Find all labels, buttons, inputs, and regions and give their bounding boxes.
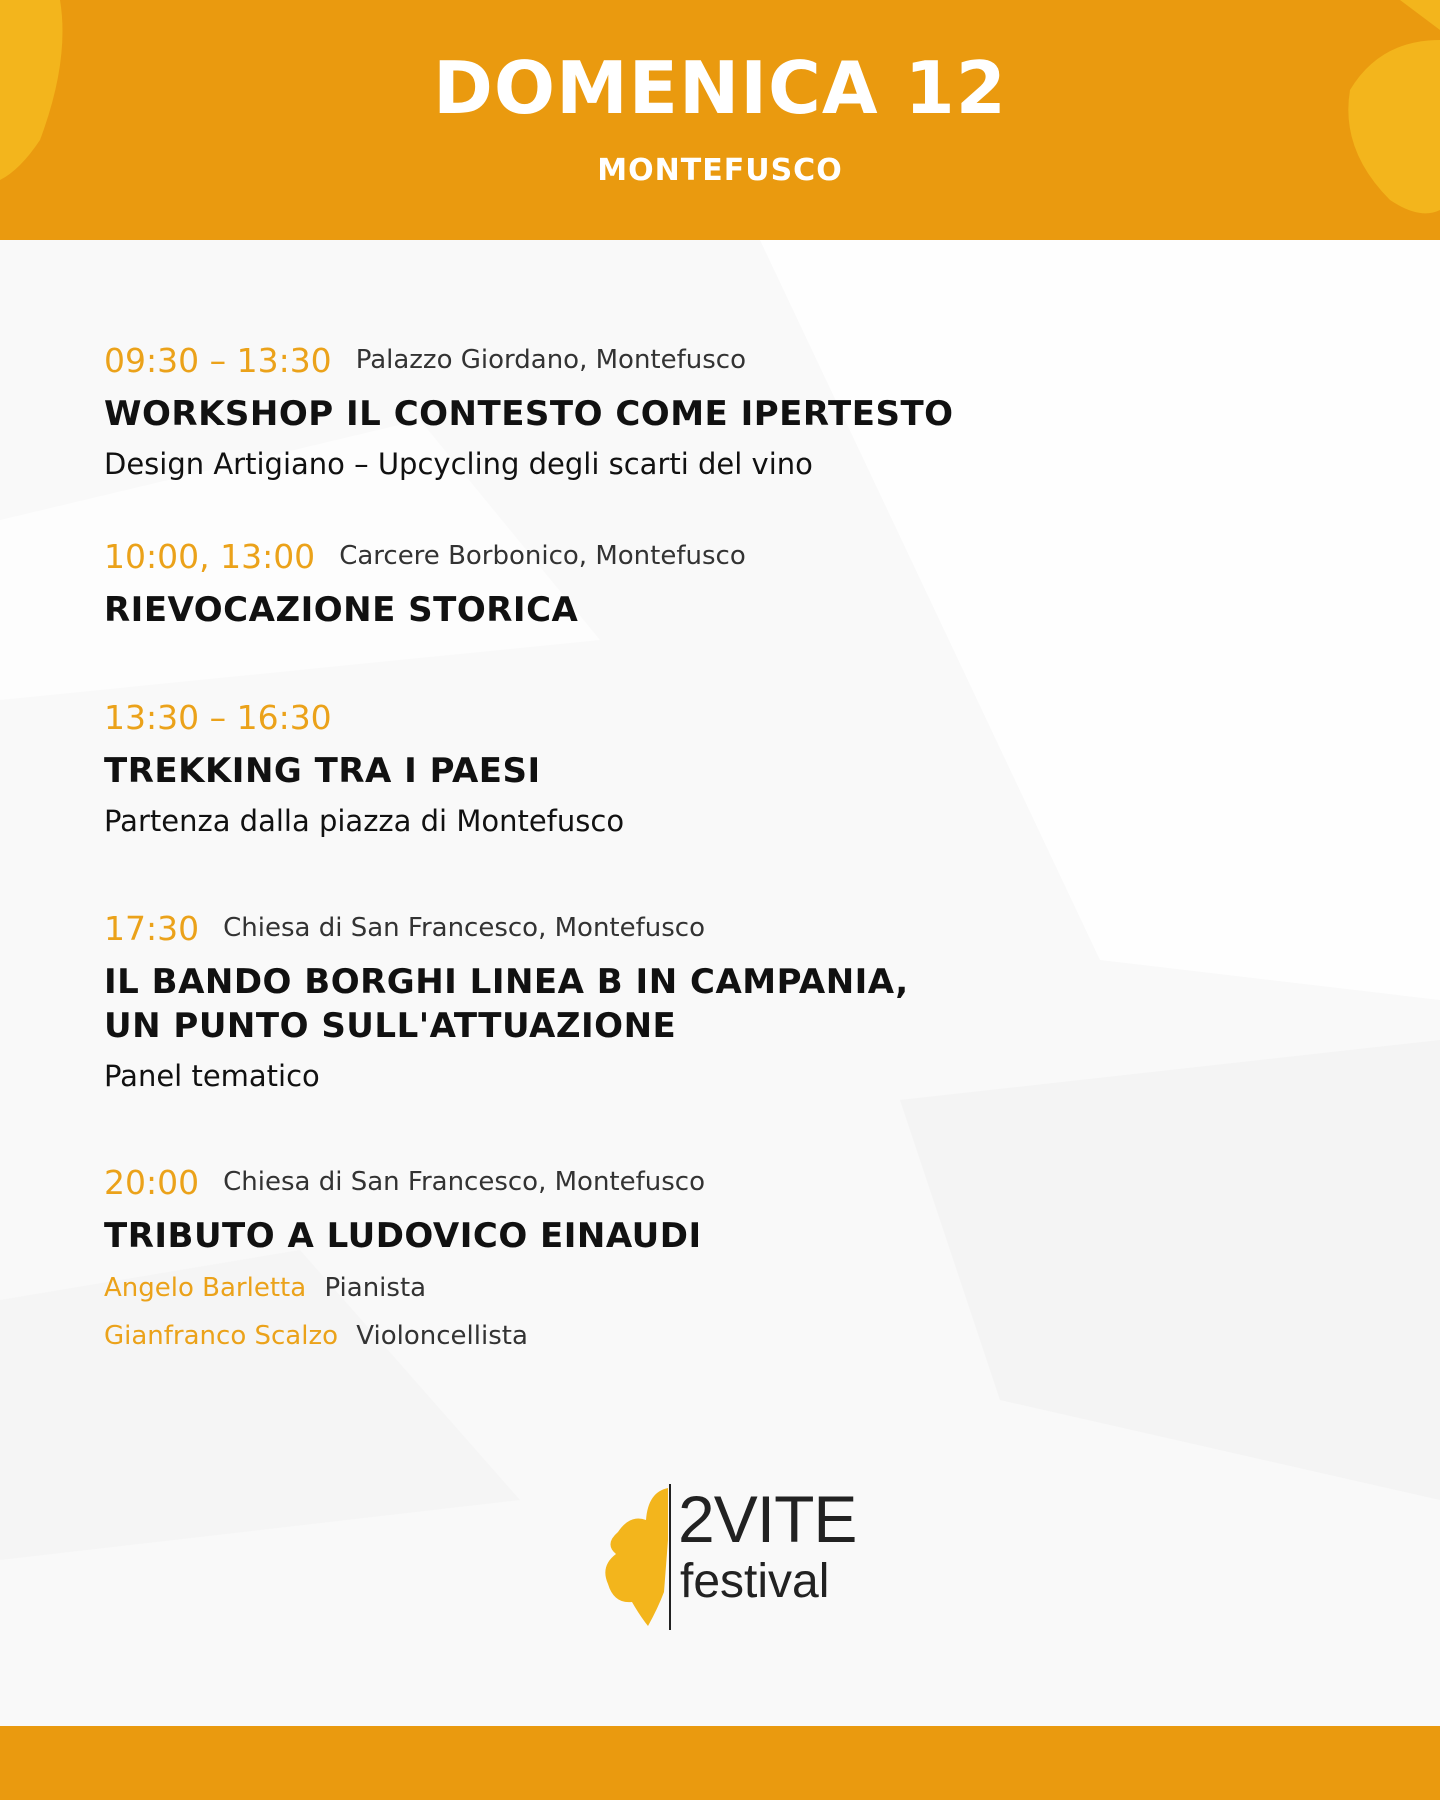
event-title: TREKKING TRA I PAESI — [104, 751, 541, 791]
event-time: 20:00 — [104, 1162, 200, 1202]
ginkgo-leaf-icon — [600, 1480, 680, 1630]
performer-name: Gianfranco Scalzo — [104, 1321, 339, 1351]
event-title-line: IL BANDO BORGHI LINEA B IN CAMPANIA, — [104, 962, 909, 1002]
event-time: 09:30 – 13:30 — [104, 340, 332, 380]
event-place: Palazzo Giordano, Montefusco — [355, 345, 747, 375]
performer-name: Angelo Barletta — [104, 1273, 307, 1303]
event-meta — [104, 340, 1104, 380]
logo-wordmark: 2VITE — [678, 1482, 857, 1556]
event-subtitle: Panel tematico — [104, 1059, 320, 1093]
event-place: Carcere Borbonico, Montefusco — [339, 541, 746, 571]
page-title: DOMENICA 12 — [433, 46, 1007, 130]
event-title: TRIBUTO A LUDOVICO EINAUDI — [104, 1216, 702, 1256]
event-title — [104, 960, 1104, 1048]
event-meta — [104, 1162, 1104, 1202]
schedule-event — [104, 697, 1104, 841]
event-place: Chiesa di San Francesco, Montefusco — [223, 1167, 705, 1197]
event-time: 17:30 — [104, 908, 200, 948]
logo-subtitle: festival — [680, 1555, 830, 1608]
festival-logo — [600, 1480, 880, 1630]
location-subtitle: MONTEFUSCO — [597, 153, 843, 188]
footer-band — [0, 1726, 1440, 1800]
performer-role: Violoncellista — [356, 1321, 528, 1351]
event-meta — [104, 536, 1104, 576]
performer — [104, 1270, 1104, 1306]
header-band — [0, 0, 1440, 240]
event-meta — [104, 908, 1104, 948]
event-place: Chiesa di San Francesco, Montefusco — [223, 913, 705, 943]
schedule-event — [104, 340, 1104, 484]
performer-role: Pianista — [324, 1273, 427, 1303]
event-time: 13:30 – 16:30 — [104, 697, 332, 737]
event-meta — [104, 697, 1104, 737]
schedule-event — [104, 908, 1104, 1096]
schedule-event — [104, 1162, 1104, 1354]
event-title: WORKSHOP IL CONTESTO COME IPERTESTO — [104, 394, 954, 434]
event-subtitle: Partenza dalla piazza di Montefusco — [104, 804, 625, 838]
event-subtitle: Design Artigiano – Upcycling degli scarti del vino — [104, 447, 813, 481]
schedule-event — [104, 536, 1104, 632]
performer — [104, 1318, 1104, 1354]
event-title: RIEVOCAZIONE STORICA — [104, 590, 579, 630]
event-title-line: UN PUNTO SULL'ATTUAZIONE — [104, 1006, 677, 1046]
event-time: 10:00, 13:00 — [104, 536, 316, 576]
